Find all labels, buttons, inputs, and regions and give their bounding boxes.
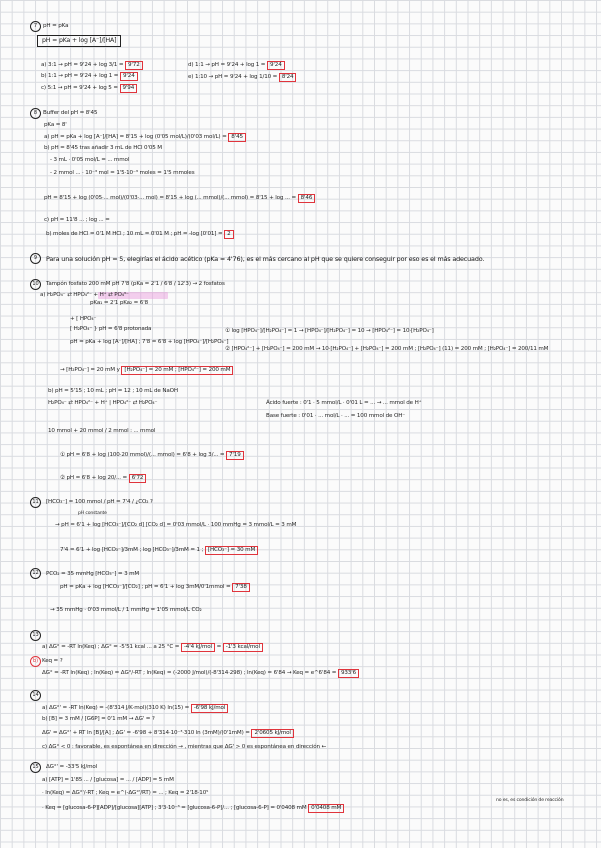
exercise-number: 12 — [30, 568, 41, 579]
note-text: d) 1:1 → pH = 9'24 + log 1 = — [188, 62, 266, 68]
note-text: + [ HPO₄⁻ — [70, 316, 97, 322]
note-text: [HCO₃⁻] = 100 mmol / pH = 7'4 / ¿CO₂ ? — [46, 499, 153, 505]
note-line — [70, 339, 228, 346]
note-line — [496, 797, 563, 804]
note-line — [60, 451, 244, 460]
note-line — [42, 790, 208, 797]
answer-box: -1'3 kcal/mol — [223, 643, 263, 652]
note-line — [46, 256, 484, 263]
answer-box: 0'0408 mM — [308, 804, 344, 813]
note-line — [44, 145, 162, 152]
note-text: Ácido fuerte : 0'1 · 5 mmol/L · 0'01 L = ... → ... mmol de H⁺ — [266, 400, 422, 406]
note-line — [46, 230, 234, 239]
note-text: Tampón fosfato 200 mM pH 7'8 (pKa = 2'1 / 6'8 / 12'3) → 2 fosfatos — [46, 281, 225, 287]
note-text: c) ΔG° < 0 : favorable, es espontánea en dirección → , mientras que ΔG' > 0 es espontánea en dirección ← — [42, 744, 327, 750]
answer-box: 933'6 — [338, 669, 359, 678]
note-line — [44, 217, 110, 224]
note-text: 10 mmol + 20 mmol / 2 mmol : ... mmol — [48, 428, 156, 434]
note-text: pKa₁ = 2'1 pKa₂ = 6'8 — [90, 300, 149, 306]
answer-box: 9'24 — [267, 61, 285, 70]
note-text: no es, es condición de reacción — [496, 798, 564, 803]
exercise-number: 7 — [30, 21, 41, 32]
note-line — [70, 326, 151, 333]
exercise-number: 10 — [30, 279, 41, 290]
answer-box: 9'94 — [120, 84, 138, 93]
note-text: pH = 8'15 + log (0'05·... mol)/(0'03·... mol) = 8'15 + log (... mmol)/(... mmol) = 8'15 + log ... = — [44, 195, 296, 201]
note-line — [46, 571, 139, 578]
note-line: a) ΔG° = -RT ln(Keq) ; ΔG° = -5'51 kcal ... a 25 °C = -4'4 kJ/mol = -1'3 kcal/mol — [42, 643, 263, 652]
boxed-formula: pH = pKa + log [A⁻]/[HA] — [37, 35, 121, 47]
note-text: Keq = ? — [42, 658, 63, 664]
note-text: a) [ATP] = 1'85 ... / [glucosa] = ... / [ADP] = 5 mM — [42, 777, 174, 783]
note-text: → [H₂PO₄⁻] = 20 mM y — [60, 367, 120, 373]
answer-box: 9'72 — [125, 61, 143, 70]
note-line — [60, 474, 146, 483]
note-line — [225, 328, 434, 335]
note-text: Base fuerte : 0'01 · ... mol/L · ... = 100 mmol de OH⁻ — [266, 413, 406, 419]
answer-box: 6'72 — [129, 474, 147, 483]
formula-box — [37, 35, 121, 47]
note-line — [225, 346, 548, 353]
note-text: b) 1:1 → pH = 9'24 + log 1 = — [41, 73, 119, 79]
answer-box: 8'45 — [228, 133, 246, 142]
note-text: b) pH = 8'45 tras añadir 3 mL de HCl 0'05 M — [44, 145, 162, 151]
note-text: pH = pKa + log [A⁻]/[HA] ; 7'8 = 6'8 + log [HPO₄⁻]/[H₂PO₄⁻] — [70, 339, 229, 345]
note-text: · Keq = [glucosa-6-P][ADP]/[glucosa][ATP] ; 3'3·10⁻³ = [glucosa-6-P]/... ; [glucosa-6-P] = 0'0408 mM — [42, 805, 307, 811]
note-line — [46, 281, 225, 288]
note-text: e) 1:10 → pH = 9'24 + log 1/10 = — [188, 74, 278, 80]
note-text: a) ΔG° = -RT ln(Keq) ; ΔG° = -5'51 kcal ... a 25 °C = — [42, 644, 180, 650]
note-text: pKa = 8' — [44, 122, 67, 128]
note-line — [42, 704, 228, 713]
note-line — [43, 23, 68, 30]
note-line — [60, 546, 258, 555]
exercise-number: b) — [30, 656, 41, 667]
note-line — [41, 61, 143, 70]
note-text: PCO₂ = 35 mmHg [HCO₃⁻] = 3 mM — [46, 571, 140, 577]
answer-box: [HCO₃⁻] = 30 mM — [205, 546, 258, 555]
exercise-number: 9 — [30, 253, 41, 264]
note-line — [48, 400, 157, 407]
note-line — [50, 170, 194, 177]
note-text: → 35 mmHg · 0'03 mmol/L / 1 mmHg = 1'05 mmol/L CO₂ — [50, 607, 202, 613]
note-line — [46, 764, 97, 771]
note-line — [41, 72, 138, 81]
note-line — [43, 110, 97, 117]
note-text: - 3 mL · 0'05 mol/L = ... mmol — [50, 157, 130, 163]
note-line — [42, 658, 63, 665]
note-text: b) [B] = 3 mM / [G6P] = 0'1 mM → ΔG' = ? — [42, 716, 155, 722]
note-line — [42, 804, 344, 813]
answer-box: 8'24 — [279, 73, 297, 82]
note-line — [50, 157, 129, 164]
exercise-number: 8 — [30, 108, 41, 119]
exercise-number: 15 — [30, 762, 41, 773]
note-line — [41, 84, 137, 93]
note-text: b) pH = 5'15 ; 10 mL ; pH = 12 ; 10 mL de NaOH — [48, 388, 178, 394]
answer-box: [H₂PO₄⁻] = 20 mM ; [HPO₄²⁻] = 200 mM — [121, 366, 233, 375]
note-text: a) H₂PO₄⁻ ⇄ HPO₄²⁻ + H⁺ ⇄ PO₄³⁻ — [40, 292, 129, 298]
note-text: ΔG' = ΔG°' + RT ln [B]/[A] ; ΔG' = -6'98 + 8'314·10⁻³·310 ln (3mM)/(0'1mM) = — [42, 730, 250, 736]
note-line — [44, 122, 67, 129]
answer-box: 9'24 — [120, 72, 138, 81]
note-text: → pH = 6'1 + log [HCO₃⁻]/[CO₂ d] [CO₂ d] = 0'03 mmol/L · 100 mmHg = 3 mmol/L = 3 mM — [55, 522, 297, 528]
answer-box: 2 — [224, 230, 233, 239]
note-line — [60, 366, 233, 375]
note-line — [48, 388, 178, 395]
exercise-number: 13 — [30, 630, 41, 641]
answer-box: -4'4 kJ/mol — [181, 643, 215, 652]
note-text: b) moles de HCl = 0'1 M HCl ; 10 mL = 0'01 M ; pH = -log [0'01] = — [46, 231, 223, 237]
note-line — [188, 73, 296, 82]
note-text: [ H₂PO₄⁻ } pH = 6'8 protonada — [70, 326, 152, 332]
note-line — [42, 729, 294, 738]
answer-box: 7'38 — [232, 583, 250, 592]
note-text: ② [HPO₄²⁻] + [H₂PO₄⁻] = 200 mM → 10·[H₂PO₄⁻] + [H₂PO₄⁻] = 200 mM ; [H₂PO₄⁻] (11) = 200 mM ; [H₂PO₄⁻] = 200/11 mM — [225, 346, 549, 352]
note-text: - 2 mmol ... · 10⁻³ mol = 1'5·10⁻³ moles = 1'5 mmoles — [50, 170, 195, 176]
exercise-number: 11 — [30, 497, 41, 508]
note-line — [44, 133, 246, 142]
note-text: ② pH = 6'8 + log 20/... = — [60, 475, 128, 481]
note-text: a) ΔG°' = -RT ln(Keq) = -(8'314 J/K·mol)(310 K) ln(15) = — [42, 705, 190, 711]
answer-box: 8'46 — [298, 194, 316, 203]
note-line — [48, 428, 155, 435]
note-line — [78, 510, 107, 517]
note-line — [40, 292, 129, 299]
note-text: a) pH = pKa + log [A⁻]/[HA] = 8'15 + log (0'05 mol/L)/(0'03 mol/L) = — [44, 134, 227, 140]
note-text: pH = pKa + log [HCO₃⁻]/[CO₂] ; pH = 6'1 + log 3mM/0'1mmol = — [60, 584, 231, 590]
note-text: · ln(Keq) = ΔG°'/-RT ; Keq = e^(-ΔG°'/RT) = ... ; Keq = 2'18·10⁵ — [42, 790, 209, 796]
note-line — [42, 669, 359, 678]
note-line — [266, 400, 421, 407]
note-text: Buffer del pH = 8'45 — [43, 110, 98, 116]
exercise-number: 14 — [30, 690, 41, 701]
note-text: ΔG° = -RT ln(Keq) ; ln(Keq) = ΔG°/-RT ; ln(Keq) = (-2000 J/mol)/(-8'314·298) ; ln(Keq) = 6'84 → Keq = e^6'84 = — [42, 670, 337, 676]
note-text: pH = pKa — [43, 23, 69, 29]
note-text: Para una solución pH = 5, elegirías el ácido acético (pKa = 4'76), es el más cercano al pH que se quiere conseguir por eso es el más adecuado. — [46, 255, 485, 263]
note-line — [90, 300, 148, 307]
note-line — [42, 744, 326, 751]
note-line — [266, 413, 405, 420]
answer-box: -6'98 kJ/mol — [191, 704, 228, 713]
note-text: ΔG°' = -33'5 kJ/mol — [46, 764, 98, 770]
answer-box: 7'19 — [226, 451, 244, 460]
note-text: ① log [HPO₄⁻]/[H₂PO₄⁻] = 1 → [HPO₄⁻]/[H₂PO₄⁻] = 10 → [HPO₄²⁻] = 10·[H₂PO₄⁻] — [225, 328, 434, 334]
note-text: a) 3:1 → pH = 9'24 + log 3/1 = — [41, 62, 124, 68]
note-line — [70, 316, 96, 323]
note-text: ① pH = 6'8 + log (100·20 mmol)/(... mmol) = 6'8 + log 3/... = — [60, 452, 225, 458]
note-text: H₂PO₄⁻ ⇄ HPO₄²⁻ + H⁺ | HPO₄²⁻ ⇄ H₂PO₄⁻ — [48, 400, 158, 406]
answer-box: 2'0605 kJ/mol — [251, 729, 293, 738]
note-line — [60, 583, 250, 592]
note-text: c) 5:1 → pH = 9'24 + log 5 = — [41, 85, 118, 91]
note-line — [44, 194, 315, 203]
note-text: 7'4 = 6'1 + log [HCO₃⁻]/3mM ; log [HCO₃⁻]/3mM = 1 ; — [60, 547, 204, 553]
note-line — [42, 716, 155, 723]
note-line — [46, 499, 153, 506]
note-line — [42, 777, 174, 784]
note-line — [55, 522, 296, 529]
note-line — [50, 607, 202, 614]
note-line — [188, 61, 285, 70]
note-text: pH constante — [78, 511, 107, 516]
note-text: c) pH = 11'8 ... ; log ... = — [44, 217, 110, 223]
